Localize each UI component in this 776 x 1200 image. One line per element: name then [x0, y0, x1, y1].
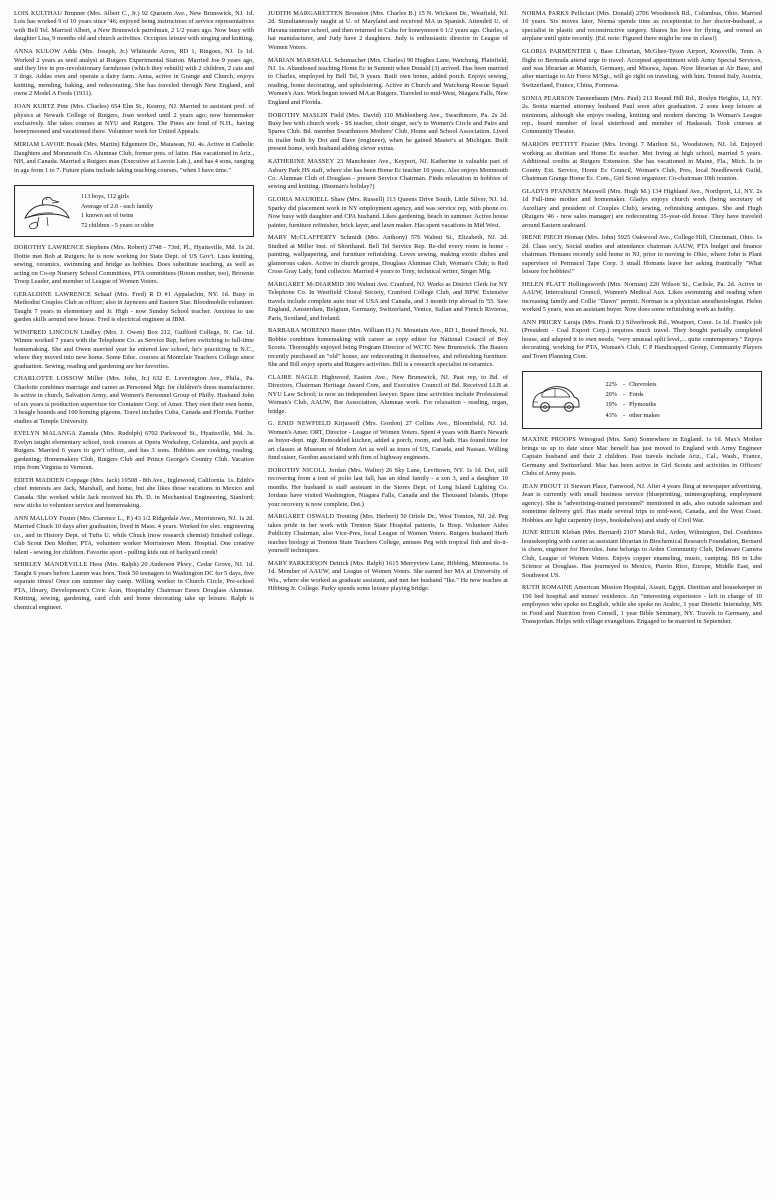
car-make-row: 20% - Fords [591, 390, 660, 400]
entry-name: GLORIA PARMENTIER [522, 48, 592, 56]
entry-text: Winograd (Mrs. Sam) Somewhere in England. 1s 1d. Max's Mother brings us up to date since Mac herself has just moved to England with Army Engineer Captain husband and their 2 children. Past travels include Ariz., Cal., Wash., France, Germany and Switzerland. Mac has been active in Girl Scouts and activities in Officers' Clubs of Army posts. [522, 436, 762, 478]
entry-name: JOAN KURTZ [14, 103, 55, 111]
entry-name: JUNE RIEUR [522, 529, 561, 537]
entry-name: MARY PARKERSON [268, 559, 328, 567]
class-note-entry [14, 244, 254, 286]
entry-name: CLAIRE NAGLE [268, 373, 318, 381]
entry-text: 11 Stewart Place, Fanwood, NJ. After 4 years fling at newspaper advertising, Jean is currently with small business service (blueprinting, mimeographing, employment agency). She is "advertising-trained personnel" mentioned in ads, also outside salesman and sometime delivery girl. Has made several trips to mid-west, Canada, and the West Coast. Hobbies are light carpentry (toys, bookshelves) and study of Civil War. [522, 482, 762, 524]
entry-text: Tannenbaum (Mrs. Paul) 213 Round Hill Rd., Roslyn Heights, LI, NY. 2s. Sonia married attorney husband Paul soon after graduation. 2 sons keep leisure at minimum, although she enjoys reading, knitting and modern dancing. Is Woman's League rep., board member of local sisterhood and member of Hadassah. Took courses at Community Theater. [522, 94, 762, 136]
entry-name: DOROTHY NICOLL [268, 466, 327, 474]
entry-text: Pelliciari (Mrs. Donald) 2706 Woodstock Rd., Columbus, Ohio. Married 10 years. Six moves later, Norma spends time as receptionist to her doctor-husband, a specialist in plastic and reconstructive surgery. Shares his love for flying, and owned an airplane until quite recently. (Ed. note: Figured there might be one in class!) [522, 10, 763, 43]
entry-text: Laraja (Mrs. Frank D.) Silverbrook Rd., Westport, Conn. 1s 1d. Frank's job (President - Coal Export Corp.) requires much travel. They bought partially completed house, and adapted it to own needs; "very unusual split level,... quite contemporary." Enjoys decorating, working for PTA, Woman's Club, C P Handicapped Group, Community Players and Town Planning Com. [522, 318, 762, 360]
entry-text: Schumacher (Mrs. Charles) 90 Hughes Lane, Watchung, Plainfield, NJ. 1s. Abandoned teaching Home Ec in Summit when Donald (3) arrived. Has been married to Charles, employed by Bell Tel, 9 years. Built own home, added porch. Enjoys sewing, reading, home decorating, and upholstering. Active in Church and Watchung Rescue Squad Women's Aux. Work begun toward MA at Rutgers. Traveled to mid-West, Niagara Falls, New England and Florida. [268, 56, 508, 106]
entry-name: MIRIAM LAVOIE [14, 141, 65, 149]
car-make-row: 19% - Plymouths [591, 400, 660, 410]
car-make-row: 43% - other makes [591, 411, 660, 421]
entry-name: MARION PETTITT [522, 141, 579, 149]
entry-text: Zamula (Mrs. Rudolph) 6702 Parkwood St., Hyattsville, Md. 3s. Evelyn taught elementary school, took courses at Opera Workshop, Columbia, and psych at Rutgers. Married 6 years to gov't officer, and has 3 sons. Hobbies are cooking, reading, gardening; Homemakers Club, Rutgers Club and Prince George's Country Club. Vacation trips from Virginia to Vermont. [14, 430, 255, 472]
class-note-entry [268, 234, 508, 276]
entry-text: Kleban (Mrs. Bernard) 2107 Marsh Rd., Arden, Wilmington, Del. Combines housekeeping with career as assistant librarian in Biochemical Research Foundation, Bernard is chem, engineer for Hercules. June belongs to Arden Community Club, Delaware Camera Club, League of Women Voters. Enjoys copper enameling, music, camping. BS in Libe Science at Douglass. Has journeyed to Mexico, Puerto Rico, Europe, Middle East, and Southwest US. [522, 529, 763, 579]
entry-text: Schaaf (Mrs. Fred) R D #1 Appalachin, NY. 1d. Busy in Methodist Couples Club as officer; also in Jayncees and Eastern Star. Bloodmobile volunteer. Taught 7 years in elementary and Jr. High - now Sunday School teacher. Anxious to use garden skills around new house. Fred is electrical engineer at IBM. [14, 290, 255, 324]
entry-name: NORMA PARKS [522, 10, 569, 17]
entry-text: American Mission Hospital, Assuit, Egypt. Dietitian and housekeeper in 150 bed hospital and nurses' residence. An "interesting experience - left in charge of 10 employees who spoke no English, while she spoke no Arabic, 1 year Dietetic Internship, MS in Food and Nutrition from Cornell, 1 year Bible Seminary, NY. Travels to Germany, and Transjordan. Helps with village evangelism. Engaged to be married in September. [522, 584, 762, 626]
entry-name: SONIA PEARSON [522, 94, 574, 102]
entry-name: LOIS KULTHAU [14, 10, 63, 17]
class-note-entry [522, 234, 762, 276]
class-note-entry [14, 10, 254, 44]
entry-text: Coppage (Mrs. Jack) 10508 - 8th Ave., Inglewood, California. 1s. Edith's chief interests are Jack, Marshall, and home, but she likes those vacations in Mexico and Canada. She worked while Jack received his Ph. D. in Mechanical Engineering, Stanford; now sticks to volunteer service and homemaking. [14, 476, 254, 510]
class-note-entry [268, 196, 508, 230]
class-note-entry [522, 141, 762, 183]
column-1 [14, 10, 254, 1192]
car-make-percent: 19% [605, 401, 617, 409]
entry-text: Shaw (Mrs. Russell) 113 Queens Drive South, Little Silver, NJ. 1d. Sparky did placement work in NY employment agency, and was service rep, with phone co. Now busy with daughter and CPA husband. Likes gardening, beach in summer. Active house painter, furniture refinisher, brick layer, and lawn maker. Has spent vacations in Mid West. [268, 196, 508, 229]
car-make-percent: 43% [605, 411, 617, 419]
entry-name: ANN PRICRY [522, 318, 562, 326]
entry-text: Hollingsworth (Mrs. Norman) 220 Wilson St., Carlisle, Pa. 2d. Active in AAUW, Intercultural Council, Women's Medical Aux. Likes swimming and reading when increasing family and Collie "Dawn" permit. Norman is a physician anesthesiologist. Helen worked 5 years, was an assistant buyer. Now does some refinishing work as hobby. [522, 280, 762, 314]
car-make-label: Fords [629, 391, 644, 399]
entry-name: DOROTHY LAWRENCE [14, 244, 84, 252]
entry-text: 23 Manchester Ave., Keyport, NJ. Katherine is valuable part of Asbury Park HS staff, where she has been Home Ec teacher 10 years. Also enjoys Monmouth Co. Alumnae Club of Douglass - present Service Chairman. Finds relaxation in hobbies of sewing and knitting. (Busman's holiday?) [268, 158, 509, 191]
entry-name: JUDITH MARGARETTEN [268, 10, 343, 17]
entry-text: Stephens (Mrs. Robert) 2748 - 73rd, Pl., Hyattsville, Md. 1s 2d. Dottie met Bob at Rutgers; he is now working for State Dept. of US Gov't. Lists knitting, sewing, ceramics, swimming and bridge as hobbies. Does substitute teaching, as well as acting on Co-op Nursery School Committees, PTA committees (Room mother, too), Brownie Troop Leader, and member of League of Women Voters. [14, 244, 254, 286]
entry-name: IRENE PIECH [522, 234, 563, 242]
car-make-row: 22% - Chevrolets [591, 380, 660, 390]
entry-name: MAXINE PROOPS [522, 436, 577, 444]
class-note-entry [14, 515, 254, 557]
entry-name: RUTH ROMAINE [522, 584, 573, 592]
column-2 [268, 10, 508, 1192]
class-note-entry [522, 188, 762, 230]
entry-name: BARBARA MORENO [268, 327, 330, 335]
stat-line: 1 known set of twins [81, 212, 134, 220]
car-makes-statistics-box [522, 371, 762, 429]
class-note-entry [522, 95, 762, 137]
car-make-percent: 20% [605, 391, 617, 399]
entry-text: Bauer (Mrs. William H.) N. Mountain Ave., RD 1, Bound Brook, NJ. Bobbie combines homemaking with career as copy editor for National Council of Boy Scouts. Thoroughly enjoyed being Program Director of WCTC New Brunswick. The Bauers recently purchased an "old" house, are redecorating it themselves, and refinishing furniture. She and Bill enjoy sports and Rutgers activities. Bill is a research specialist in ceramics. [268, 327, 509, 369]
class-note-entry [268, 112, 508, 154]
class-note-entry [268, 420, 508, 462]
class-note-entry [522, 584, 762, 626]
entry-text: Bronston (Mrs. Charles B.) 15 N. Wickson Dr., Westfield, NJ. 2d. Simultaneously taught at U. of Maryland and received MA in Spanish. Attended U. of Havana summer school, and then returned to Cuba for honeymoon 6 1/2 years ago. Charles, a hat manufacturer, and Judy have 2 daughters. Judy is enthusiastic director in League of Women Voters. [268, 10, 509, 51]
entry-text: Treuting (Mrs. Herbert) 50 Oriole Dr., West Trenton, NJ. 2d. Peg takes pride in her work with Trenton State Hospital patients, Is Hosp. Volunteer Aides Publicity Chairman, also Vice-Pres, local League of Women Voters. Rutgers husband Herb teaches biology at Trenton State Teachers College, amuses Peg with tropical fish and do-it-yourself techniques. [268, 513, 509, 555]
class-note-entry [522, 529, 762, 580]
column-3 [522, 10, 762, 1192]
entry-name: EDITH MADDEN [14, 476, 65, 484]
entry-name: GERALDINE LAWRENCE [14, 290, 92, 298]
car-make-label: Plymouths [629, 401, 657, 409]
entry-name: WINIFRED LINCOLN [14, 328, 79, 336]
entry-name: EVELYN MALANGA [14, 430, 77, 438]
class-note-entry [268, 327, 508, 369]
entry-text: Adda (Mrs. Joseph, Jr.) Whiteside Acres, RD 1, Ringoes, NJ. 1s 1d. Worked 2 years as seed analyst at Rutgers Experimental Station. Married Joe 9 years ago, and they live in pre-revolutionary farmhouse (which they rebuilt) with 2 children, 2 cats and 3 dogs. Addas own and operate a dairy farm. Anna, active in Grange and Church, enjoys knitting, mending, baking, and redecorating. She has traveled through New England, and owns 2 Model A Fords (1931). [14, 48, 254, 98]
car-makes-rows [591, 380, 660, 421]
class-note-entry [268, 158, 508, 192]
class-note-entry [522, 436, 762, 478]
stork-with-bundle-icon [21, 192, 75, 230]
class-note-entry [522, 483, 762, 525]
entry-name: GLORIA MAURIELL [268, 196, 329, 204]
entry-name: CHARLOTTE LOSSOW [14, 375, 84, 383]
entry-text: Hess (Mrs. Ralph) 20 Anderson Pkwy., Cedar Grove, NJ. 1d. Taught 6 years before Lauren was born. Took 50 teenagers to Washington DC for 5 days, five separate times! Once ran summer day camp. Willing worker in Church Circle, Pre-school PTA, library, Development's Civic Assn, Hospitality Chairman Essex Douglass Alumnae. Knitting, sewing, gardening, card club and home decorating take up leisure. Ralph is chemical engineer. [14, 561, 254, 611]
entry-text: 306 Walnut Ave. Cranford, NJ. Works as District Clerk for NY Telephone Co. In Westfield Choral Society, Cranford College Club, and BPW. Extensive travels include complete auto tour of USA and Canada, and 3 month trip abroad in '55. Saw England, Amsterdam, Belgium, Germany, Switzerland, Venice, Italian and French Rivieras, Paris, Scotland, and Ireland. [268, 280, 508, 322]
class-note-entry [268, 57, 508, 108]
class-note-entry [522, 48, 762, 90]
class-note-entry [14, 329, 254, 371]
class-note-entry [522, 319, 762, 361]
entry-text: Miller (Mrs. John, Jr.) 632 E. Leverington Ave., Phila., Pa. Charlotte combines marriage and career as Personnel Mgr. for children's dress manufacturer. Is active in church, Salvation Army, and Women's Personnel Group of Philly. Husband John of six years is production supervisor for Container Corp. of Amer. They own their own home, 3 beagle hounds and 100 homing pigeons. Travel includes Cuba, Canada and Florida. Further studies at Temple University. [14, 375, 255, 425]
entry-name: ANN MALLOY [14, 514, 58, 522]
entry-name: HELEN PLATT [522, 280, 566, 288]
entry-name: MARGARET McDIARMID [268, 280, 345, 288]
class-note-entry [268, 10, 508, 52]
class-note-entry [14, 48, 254, 99]
class-note-entry [14, 291, 254, 325]
class-note-entry [14, 375, 254, 426]
entry-text: Frazier (Mrs. Irving) 7 Marlton St., Woodstown, NJ. 1d. Enjoyed working as dietitian and Home Ec teacher. Met Irving at high school, married 5 years. Additional credits at Rutgers Extension. She has vacationed in Maine, Fla., Mich. Is in County Ext. Service, Home Ec Council, Woman's Club, Pres, local Needlework Guild, Chairman Grange Home Ec. Com., Girl Scout organizer. Co-chairman 10th reunion. [522, 141, 762, 182]
class-note-entry [14, 561, 254, 612]
entry-text: Maxwell (Mrs. Hugh M.) 134 Highland Ave., Northport, LI, NY. 2s 1d Full-time mother and homemaker. Gladys enjoys church work (being secretary of Auxiliary and president of Couples Club), sewing, refinishing antiques. She and Hugh (Rutgers '46 - now sales manager) are redecorating 35-year-old house. They have traveled around Eastern seaboard. [522, 187, 762, 229]
entry-name: MARY McCLAFFERTY [268, 234, 337, 242]
stat-line: 113 boys, 112 girls [81, 193, 129, 201]
car-make-label: other makes [629, 411, 660, 419]
entry-name: KATHERINE MASSEY [268, 158, 335, 166]
entry-text: Highwood, Easton Ave., New Brunswick, NJ. Past rep, to Bd. of Directors, Chairman Heritage Award Com, and Executive Council of Bd. Received LLB at NYU Law School; is now an independent lawyer. Spare time activities include Professional Woman's Club, AAUW, Bar Association, Alumnae work. For relaxation - reading, organ, bridge. [268, 373, 508, 415]
stat-line: Average of 2.0 - each family [81, 202, 153, 210]
entry-text: Bosak (Mrs. Martin) Edgemere Dr., Matawan, NJ. 4s. Active in Catholic Daughters and Monmouth Co. Alumnae Club, former pres. of latter. Has vacationed in Ariz., NH, and Canada. Married a Rutgers man (Executive at Lavoie Lab.), and has 4 sons, ranging in age from 1 to 7. Future plans include taking teaching courses, "when I have time." [14, 141, 255, 174]
car-make-label: Chevrolets [629, 380, 657, 388]
class-note-entry [522, 10, 762, 44]
entry-text: Detrick (Mrs. Ralph) 1615 Merryview Lane, Hibbing, Minnesota. 1s 1d. Member of AAUW, and League of Women Voters. She earned her MA at University of Wis., where she worked as graduate assistant, and met her husband "Ike." He now teaches at Hibbing Jr. College. Parky spends some leisure playing bridge. [268, 559, 508, 593]
class-note-entry [14, 103, 254, 137]
class-note-entry [268, 374, 508, 416]
entry-text: Kirjassoff (Mrs. Gordon) 27 Collins Ave., Bloomfield, NJ. 1d. Women's Amer. ORT, Director - League of Women Voters. Spent 4 years with Bam's Newark as buyer-dept. mgr. Remodeled kitchen, added a porch, room, and bath. Has found time for art classes at Museum of Modern Art as well as tours of US, Canada, and Nassau. Willing fund raiser, Gordon associated with firm of highway engineers. [268, 420, 508, 462]
entry-text: Foster (Mrs. Clarence L., P.) 43 1/2 Ridgedale Ave., Morristown, NJ. 1s 2d. Married Chuck 10 days after graduation, lived in Mass. 4 years. Worked for elec. engineering co., and in History Dept. of Tufts U. while Chuck (now research chemist) finished college. Cub Scout Den Mother, PTA, volunteer worker Morristown Mem. Hospital. One creative talent - sewing for children. Favorite sport - pulling kids out of backyard creek! [14, 514, 255, 556]
class-note-entry [14, 430, 254, 472]
entry-text: Field (Mrs. David) 110 Muhlenberg Ave., Swarthmore, Pa. 2s 2d. Busy bee with church work - SS teacher, choir singer, sec'y to Women's Circle and Pairs and Spares Club. Bd. member Swarthmore Mothers' Club, Home and School Association. Lived in trailer built by Dot and Dave (engineer), when he gained Master's at Michigan. Built present home, with husband adding clever extras. [268, 111, 509, 153]
three-column-layout [14, 10, 762, 1192]
class-note-entry [268, 513, 508, 555]
class-note-entry [268, 560, 508, 594]
entry-text: Pine (Mrs. Charles) 654 Elm St., Kearny, NJ. Married to assistant prof. of physics at Newark College of Rutgers, Joan worked until 2 years ago; now homemaker exclusively. She takes courses at NYU and Rutgers. The Pines are fond of N.H., having honeymooned and vacationed there. Volunteer work for United Appeals. [14, 103, 254, 136]
class-note-entry [14, 141, 254, 175]
entry-text: Lindley (Mrs. J. Owen) Box 212, Guilford College, N. Car. 1d. Winnie worked 7 years with the Telephone Co. as Service Rep, before switching to full-time homemaking. She and Owen married year he entered law school, he's practicing in N.C., where they moved into new home. Some Educ. courses at Montclair Teachers College since graduation. Sewing, reading and gardening are her favorites. [14, 328, 255, 370]
entry-name: G. ENID NEWFIELD [268, 420, 331, 428]
entry-text: t, Base Librarian, McGhee-Tyson Airport, Knoxville, Tenn. A flight to Bermuda attend urge to travel. Accepted appointment with Army Special Services, and was librarian at Munich, Germany, and Misawa, Japan. Now librarian at Air Base, and after marriage to Air Force M/Sgt., will go right on traveling, with him. Toured Italy, Austria, Switzerland, France, China, Formosa. [522, 48, 762, 89]
class-note-entry [268, 467, 508, 509]
entry-name: MARIAN MARSHALL [268, 56, 333, 64]
entry-name: DOROTHY MASLIN [268, 111, 328, 119]
entry-name: JEAN PROUT [522, 482, 562, 490]
entry-text: Homan (Mrs. John) 5925 Oakwood Ave., College Hill, Cincinnati, Ohio. 1s 2d. Class sec'y, Social studies and attendance chairman AAUW, PTA budget and finance chairman. Homans recently sold home in NJ, prior to moving to Ohio, where John is Plant supervisor of Permacel Tape Corp. 3 small Homans leave her asking frantically "What leisure for hobbies!" [522, 234, 763, 276]
automobile-icon [529, 381, 583, 419]
children-statistics-lines [81, 192, 154, 230]
class-note-entry [522, 281, 762, 315]
entry-name: GLADYS PFANNEN [522, 187, 581, 195]
children-statistics-box [14, 185, 254, 237]
entry-text: Brunner (Mrs. Albert C., Jr.) 92 Queuein Ave., New Brunswick, NJ. 1d. Lois has worked 9 of 10 years since '46; enjoyed being instructress of service representatives with Bell Tel. Married Albert, a New Brunswick patrolman, 2 1/2 years ago. Now busy with daughter Lisa, 9 months old and church activities. Occupies leisure with singing and knitting. [14, 10, 255, 43]
entry-name: MARGARET OSWALD [268, 513, 335, 521]
entry-name: ANNA KULOW [14, 48, 61, 56]
stat-line: 72 children - 5 years or older [81, 221, 155, 229]
entry-text: Jordan (Mrs. Walter) 26 Sky Lane, Levittown, NY. 1s 1d. Dot, still recovering from a tout of polio last fall, has an ideal family - a son 3, and a daughter 10 months. Her husband is staff assistant in the Stores Dept. of Long Island Lighting Co. Jordans have visited Washington, Niagara Falls, Canada and the Thousand Islands. (Hope your recovery is now complete, Dot.) [268, 466, 508, 508]
class-note-entry [14, 477, 254, 511]
car-make-percent: 22% [605, 380, 617, 388]
entry-name: SHIRLEY MANDEVILLE [14, 561, 88, 569]
entry-text: Schmidt (Mrs. Anthony) 576 Walnut St., Elizabeth, NJ. 2d. Studied at Miller Inst. of Shorthand. Bell Tel Service Rep. Re-did every room in home - painting, wallpapering, and furniture refinishing. Loves sewing, making exotic dishes and glamorous cakes. Active in church groups, Douglass Alumnae Club, Woman's Club; is Red Cross Gray Lady, fund collector. Married 4 years to Tony, technical writer, Singer Mfg. [268, 234, 509, 276]
class-note-entry [268, 281, 508, 323]
